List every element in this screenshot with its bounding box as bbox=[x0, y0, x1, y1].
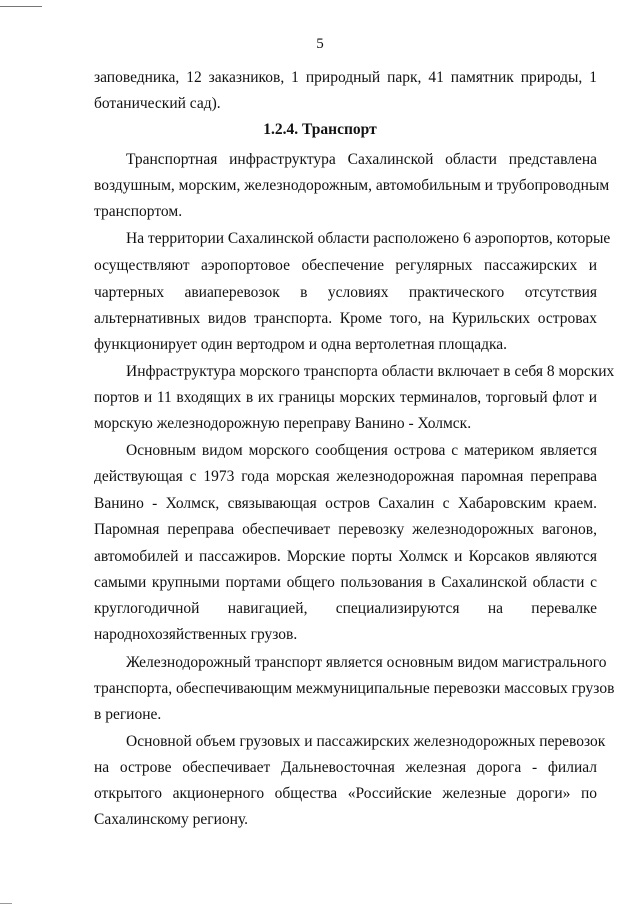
text-line: народнохозяйственных грузов. bbox=[94, 626, 298, 643]
text-line: ботанический сад). bbox=[94, 95, 221, 112]
text-line: воздушным, морским, железнодорожным, автомобильным и трубопроводным bbox=[94, 177, 610, 194]
text-line: Основным видом морского сообщения острова с материком является bbox=[126, 442, 597, 459]
text-line: на острове обеспечивает Дальневосточная железная дорога - филиал bbox=[94, 759, 597, 776]
text-line: Железнодорожный транспорт является основным видом магистрального bbox=[126, 654, 607, 671]
scan-edge-mark bbox=[0, 903, 12, 904]
text-line: Основной объем грузовых и пассажирских железнодорожных перевозок bbox=[126, 733, 606, 750]
section-heading: 1.2.4. Транспорт bbox=[263, 121, 377, 138]
text-line: транспортом. bbox=[94, 203, 183, 220]
text-line: чартерных авиаперевозок в условиях практического отсутствия bbox=[94, 284, 597, 301]
text-line: осуществляют аэропортовое обеспечение регулярных пассажирских и bbox=[94, 257, 597, 274]
text-line: альтернативных видов транспорта. Кроме того, на Курильских островах bbox=[94, 310, 597, 327]
text-line: открытого акционерного общества «Российские железные дороги» по bbox=[94, 785, 597, 802]
text-line: круглогодичной навигацией, специализируются на перевалке bbox=[94, 600, 597, 617]
text-line: Паромная переправа обеспечивает перевозку железнодорожных вагонов, bbox=[94, 521, 597, 538]
text-line: действующая с 1973 года морская железнодорожная паромная переправа bbox=[94, 468, 597, 485]
text-line: Транспортная инфраструктура Сахалинской области представлена bbox=[126, 151, 597, 168]
page-number: 5 bbox=[316, 36, 324, 52]
text-line: Ванино - Холмск, связывающая остров Сахалин с Хабаровским краем. bbox=[94, 495, 597, 512]
scan-edge-mark bbox=[0, 6, 42, 7]
text-line: портов и 11 входящих в их границы морских терминалов, торговый флот и bbox=[94, 389, 597, 406]
text-line: заповедника, 12 заказников, 1 природный парк, 41 памятник природы, 1 bbox=[94, 69, 597, 86]
text-line: функционирует один вертодром и одна вертолетная площадка. bbox=[94, 336, 508, 353]
text-line: в регионе. bbox=[94, 706, 162, 723]
text-line: транспорта, обеспечивающим межмуниципальные перевозки массовых грузов bbox=[94, 680, 615, 697]
text-line: автомобилей и пассажиров. Морские порты Холмск и Корсаков являются bbox=[94, 548, 597, 565]
text-line: морскую железнодорожную переправу Ванино - Холмск. bbox=[94, 415, 472, 432]
text-line: На территории Сахалинской области расположено 6 аэропортов, которые bbox=[126, 230, 611, 247]
text-line: Сахалинскому региону. bbox=[94, 811, 249, 828]
text-line: самыми крупными портами общего пользования в Сахалинской области с bbox=[94, 574, 597, 591]
text-line: Инфраструктура морского транспорта области включает в себя 8 морских bbox=[126, 363, 615, 380]
